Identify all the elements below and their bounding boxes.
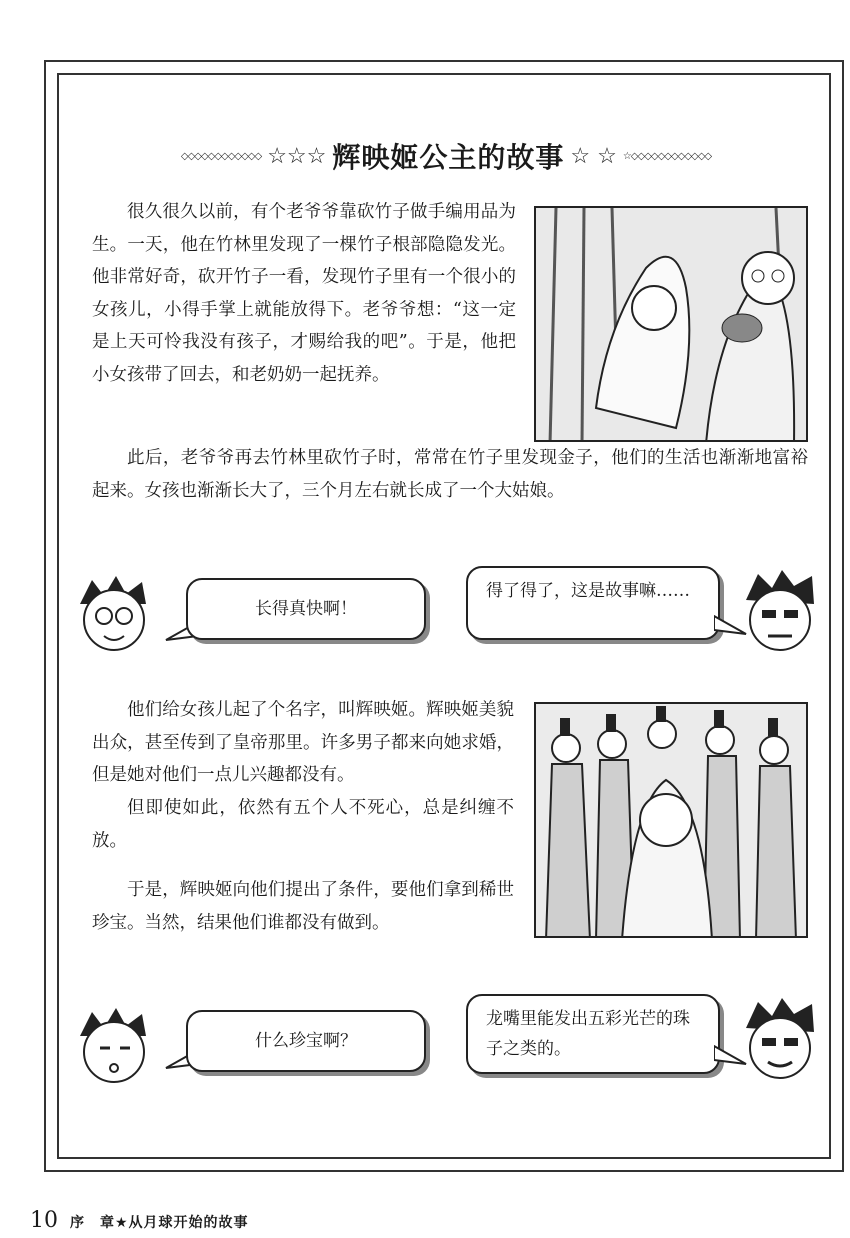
left-diamond-ornament: ◇◇◇◇◇◇◇◇◇◇◇◇	[180, 150, 262, 162]
speech-text-left-1: 长得真快啊！	[255, 599, 357, 619]
speech-bubble-right-1	[466, 566, 720, 640]
bamboo-scene-drawing	[536, 208, 808, 442]
section-title: 辉映姬公主的故事	[332, 141, 565, 174]
left-character-face-1	[70, 574, 160, 662]
paragraph-2: 此后，老爷爷再去竹林里砍竹子时，常常在竹子里发现金子，他们的生活也渐渐地富裕起来。女孩也渐渐长大了，三个月左右就长成了一个大姑娘。	[92, 448, 808, 501]
suitors-illustration	[534, 702, 808, 938]
right-stars: ☆ ☆	[570, 143, 617, 169]
girl-character-icon	[70, 574, 160, 658]
speech-bubble-left-2	[186, 1010, 426, 1072]
boy-character-icon	[738, 570, 822, 660]
boy-character-icon	[738, 998, 822, 1088]
girl-character-icon	[70, 1006, 160, 1090]
speech-bubble-right-2	[466, 994, 720, 1074]
speech-bubble-left-1	[186, 578, 426, 640]
right-diamond-ornament: ☆◇◇◇◇◇◇◇◇◇◇◇◇	[622, 150, 712, 162]
paragraph-3: 他们给女孩儿起了个名字，叫辉映姬。辉映姬美貌出众，甚至传到了皇帝那里。许多男子都来向她求婚，但是她对他们一点儿兴趣都没有。	[92, 700, 514, 786]
right-character-face-1	[738, 570, 822, 664]
speech-text-left-2: 什么珍宝啊？	[255, 1031, 357, 1051]
paragraph-1: 很久很久以前，有个老爷爷靠砍竹子做手编用品为生。一天，他在竹林里发现了一棵竹子根部隐隐发光。他非常好奇，砍开竹子一看，发现竹子里有一个很小的女孩儿，小得手掌上就能放得下。老爷爷想：“这一定是上天可怜我没有孩子，才赐给我的吧”。于是，他把小女孩带了回去，和老奶奶一起抚养。	[92, 202, 516, 385]
paragraph-5: 于是，辉映姬向他们提出了条件，要他们拿到稀世珍宝。当然，结果他们谁都没有做到。	[92, 880, 514, 933]
page-number: 10	[30, 1208, 58, 1233]
speech-text-right-2: 龙嘴里能发出五彩光芒的珠子之类的。	[486, 1009, 690, 1059]
title-banner	[86, 132, 806, 180]
bamboo-discovery-illustration	[534, 206, 808, 442]
left-character-face-2	[70, 1006, 160, 1094]
left-stars: ☆☆☆	[267, 143, 327, 169]
page-footer	[30, 1208, 249, 1236]
paragraph-4: 但即使如此，依然有五个人不死心，总是纠缠不放。	[92, 798, 514, 851]
chapter-title: 序 章★从月球开始的故事	[70, 1215, 249, 1231]
speech-text-right-1: 得了得了，这是故事嘛……	[486, 581, 690, 601]
right-character-face-2	[738, 998, 822, 1092]
suitors-scene-drawing	[536, 704, 808, 938]
